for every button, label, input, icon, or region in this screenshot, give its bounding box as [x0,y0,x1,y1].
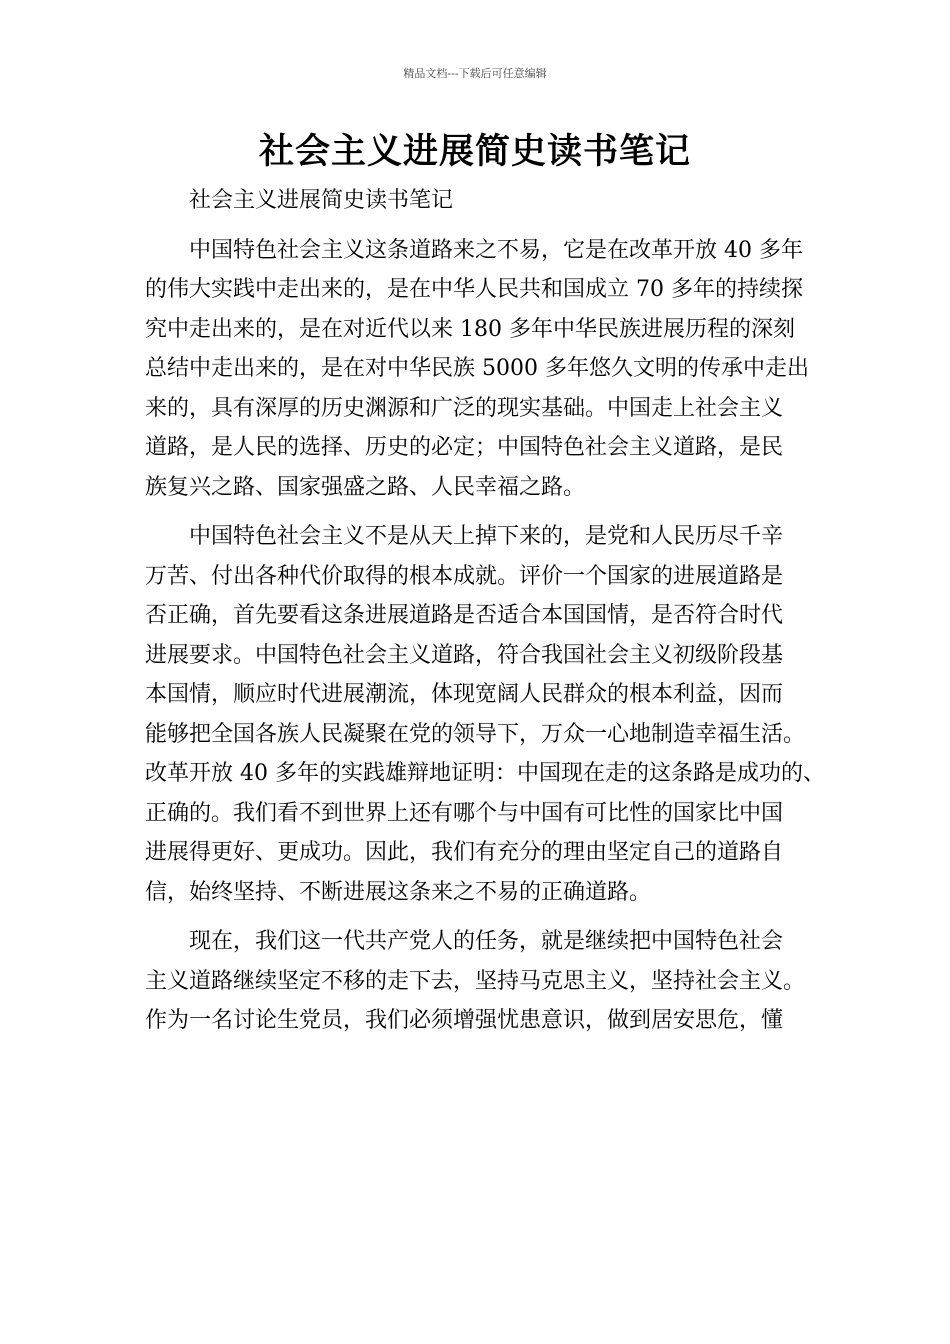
paragraph-line: 中国特色社会主义这条道路来之不易，它是在改革开放 40 多年 [189,237,803,263]
paragraph-line: 来的，具有深厚的历史渊源和广泛的现实基础。中国走上社会主义 [145,395,784,421]
paragraph-line: 正确的。我们看不到世界上还有哪个与中国有可比性的国家比中国 [145,800,784,826]
subtitle-line: 社会主义进展简史读书笔记 [189,188,454,213]
paragraph-line: 中国特色社会主义不是从天上掉下来的，是党和人民历尽千辛 [189,524,784,549]
paragraph-line: 万苦、付出各种代价取得的根本成就。评价一个国家的进展道路是 [145,563,784,589]
paragraph-line: 族复兴之路、国家强盛之路、人民幸福之路。 [145,474,586,500]
paragraph-line: 的伟大实践中走出来的，是在中华人民共和国成立 70 多年的持续探 [145,277,803,302]
document-title: 社会主义进展简史读书笔记 [258,131,691,172]
document-body [145,181,825,1041]
paragraph-line: 信，始终坚持、不断进展这条来之不易的正确道路。 [145,879,652,905]
paragraph-line: 总结中走出来的，是在对中华民族 5000 多年悠久文明的传承中走出 [145,356,809,381]
paragraph-line: 否正确，首先要看这条进展道路是否适合本国国情，是否符合时代 [145,603,784,628]
paragraph-line: 本国情，顺应时代进展潮流，体现宽阔人民群众的根本利益，因而 [145,682,784,707]
header-note: 精品文档---下载后可任意编辑 [403,67,547,80]
paragraph-line: 作为一名讨论生党员，我们必须增强忧患意识，做到居安思危，懂 [145,1008,784,1033]
paragraph-line: 道路，是人民的选择、历史的必定；中国特色社会主义道路，是民 [145,435,784,460]
paragraph-line: 现在，我们这一代共产党人的任务，就是继续把中国特色社会 [189,929,784,954]
paragraph-line: 能够把全国各族人民凝聚在党的领导下，万众一心地制造幸福生活。 [145,721,806,747]
paragraph-line: 究中走出来的，是在对近代以来 180 多年中华民族进展历程的深刻 [145,316,795,342]
paragraph-line: 主义道路继续坚定不移的走下去，坚持马克思主义，坚持社会主义。 [145,968,806,994]
paragraph-line: 进展得更好、更成功。因此，我们有充分的理由坚定自己的道路自 [145,840,784,865]
paragraph-2 [145,517,825,912]
paragraph-3 [145,922,821,1041]
paragraph-line: 进展要求。中国特色社会主义道路，符合我国社会主义初级阶段基 [145,642,784,668]
paragraph-1 [145,231,821,508]
paragraph-line: 改革开放 40 多年的实践雄辩地证明：中国现在走的这条路是成功的、 [145,761,825,786]
subtitle-paragraph [145,181,821,221]
